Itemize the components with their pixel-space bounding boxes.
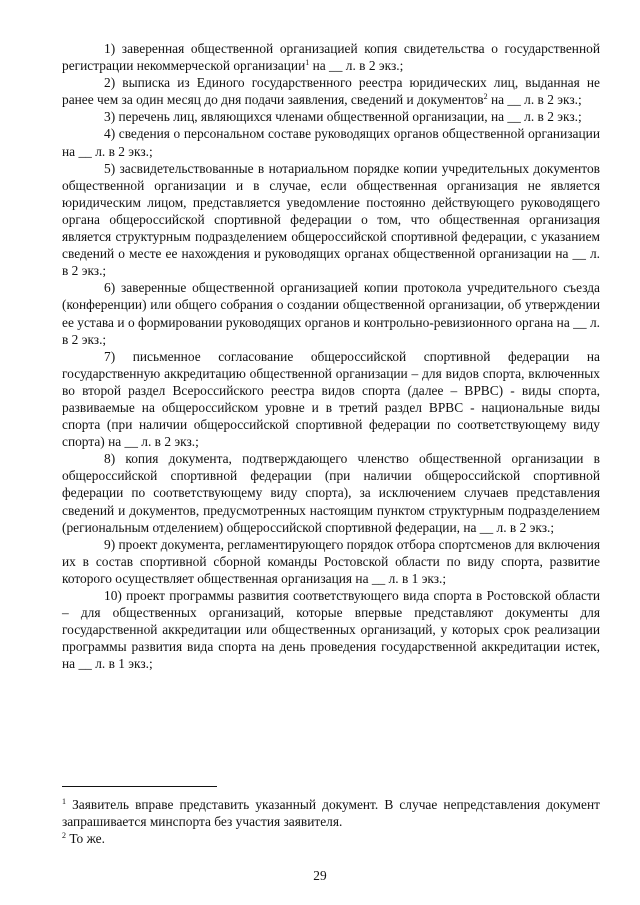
footnote-ref-1: 1 [305, 58, 310, 68]
list-item-8: 8) копия документа, подтверждающего членство общественной организации в общероссийской спортивной федерации (при наличии общероссийской спортивной федерации по соответствующему виду спорта), за исключением случаев представления сведений и документов, предусмотренных настоящим пунктом структурным подразделением (региональным отделением) общероссийской спортивной федерации, на __ л. в 2 экз.; [62, 451, 600, 535]
page-number: 29 [313, 868, 327, 883]
list-item-9: 9) проект документа, регламентирующего порядок отбора спортсменов для включения их в состав спортивной сборной команды Ростовской области по виду спорта, развитие которого осуществляет общественная организация на __ л. в 1 экз.; [62, 536, 600, 586]
document-body [62, 40, 600, 672]
list-item-7: 7) письменное согласование общероссийской спортивной федерации на государственную аккредитацию общественной организации – для видов спорта, включенных во второй раздел Всероссийского реестра видов спорта (далее – ВРВС) - виды спорта, развиваемые на общероссийском уровне и в третий раздел ВРВС - национальные виды спорта (при наличии общероссийской спортивной федерации по соответствующему виду спорта) на __ л. в 2 экз.; [62, 348, 600, 450]
list-item-6: 6) заверенные общественной организацией копии протокола учредительного съезда (конференции) или общего собрания о создании общественной организации, об утверждении ее устава и о формировании руководящих органов и контрольно-ревизионного органа на __ л. в 2 экз.; [62, 280, 600, 347]
footnote-divider [62, 786, 217, 787]
footnotes [62, 796, 600, 847]
footnote-text-1: Заявитель вправе представить указанный документ. В случае непредставления документ запрашивается минспорта без участия заявителя. [62, 797, 600, 829]
list-item-10: 10) проект программы развития соответствующего вида спорта в Ростовской области – для общественных организаций, которые впервые представляют документы для государственной аккредитации или общественных организаций, у которых срок реализации программы развития вида спорта на день проведения государственной аккредитации истек, на __ л. в 1 экз.; [62, 588, 600, 672]
list-item-text: 1) заверенная общественной организацией копия свидетельства о государственной регистрации некоммерческой организации [62, 41, 600, 74]
footnote-mark-1: 1 [62, 797, 66, 806]
list-item-text: 2) выписка из Единого государственного реестра юридических лиц, выданная не ранее чем за один месяц до дня подачи заявления, сведений и документов [62, 75, 600, 108]
list-item-2 [62, 74, 600, 108]
footnote-text-2: То же. [66, 831, 105, 846]
footnote-mark-2: 2 [62, 831, 66, 840]
list-item-text-rest: на __ л. в 2 экз.; [487, 92, 582, 108]
list-item-4: 4) сведения о персональном составе руководящих органов общественной организации на __ л. в 2 экз.; [62, 126, 600, 159]
footnote-1 [62, 796, 600, 830]
footnote-2 [62, 830, 600, 847]
list-item-5: 5) засвидетельствованные в нотариальном порядке копии учредительных документов общественной организации и в случае, если общественная организация не является юридическим лицом, представляется уведомление постоянно действующего руководящего органа общероссийской спортивной федерации о том, что общественная организация является структурным подразделением общероссийской спортивной федерации, с указанием сведений о месте ее нахождения и руководящих органах общественной организации на __ л. в 2 экз.; [62, 160, 600, 279]
list-item-text-rest: на __ л. в 2 экз.; [309, 58, 404, 74]
footnote-ref-2: 2 [483, 92, 488, 102]
list-item-3: 3) перечень лиц, являющихся членами общественной организации, на __ л. в 2 экз.; [104, 109, 582, 125]
list-item-1 [62, 40, 600, 74]
